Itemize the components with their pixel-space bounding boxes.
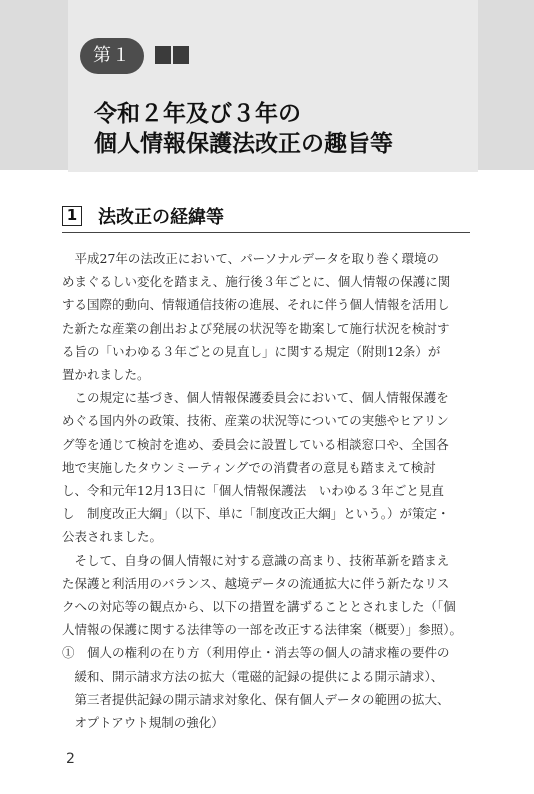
paragraph-line: クへの対応等の観点から、以下の措置を講ずることとされました（「個 [62, 599, 456, 614]
paragraph-line: 緩和、開示請求方法の拡大（電磁的記録の提供による開示請求）、 [62, 668, 444, 684]
page-number: 2 [66, 751, 75, 767]
paragraph-line: た新たな産業の創出および発展の状況等を勘案して施行状況を検討す [62, 320, 450, 336]
paragraph-line: し 制度改正大綱」（以下、単に「制度改正大綱」という。）が策定・ [62, 506, 450, 522]
chapter-title-line-2: 個人情報保護法改正の趣旨等 [94, 131, 393, 157]
paragraph-line: 人情報の保護に関する法律等の一部を改正する法律案（概要）」参照）。 [62, 622, 463, 638]
paragraph-line: 平成27年の法改正において、パーソナルデータを取り巻く環境の [62, 251, 440, 266]
ornament-block-icon [155, 46, 171, 64]
section-divider [62, 232, 470, 233]
paragraph-line: し、令和元年12月13日に「個人情報保護法 いわゆる３年ごと見直 [62, 483, 444, 498]
paragraph-line: する国際的動向、情報通信技術の進展、それに伴う個人情報を活用し [62, 297, 450, 313]
section-number-box: 1 [62, 206, 82, 226]
paragraph-line: めまぐるしい変化を踏まえ、施行後３年ごとに、個人情報の保護に関 [62, 274, 451, 290]
paragraph-line: 第三者提供記録の開示請求対象化、保有個人データの範囲の拡大、 [62, 691, 450, 707]
paragraph-line: ① 個人の権利の在り方（利用停止・消去等の個人の請求権の要件の [62, 645, 450, 661]
paragraph-line: グ等を通じて検討を進め、委員会に設置している相談窓口や、全国各 [62, 436, 449, 452]
paragraph-line: そして、自身の個人情報に対する意識の高まり、技術革新を踏まえ [62, 552, 450, 568]
paragraph-line: めぐる国内外の政策、技術、産業の状況等についての実態やヒアリン [62, 413, 449, 429]
section-heading [62, 201, 224, 231]
paragraph-line: 公表されました。 [62, 529, 163, 545]
chapter-title-line-1: 令和２年及び３年の [94, 101, 301, 127]
section-title: 法改正の経緯等 [98, 207, 224, 228]
paragraph-line: る旨の「いわゆる３年ごとの見直し」に関する規定（附則12条）が [62, 343, 441, 359]
paragraph-line: た保護と利活用のバランス、越境データの流通拡大に伴う新たなリス [62, 575, 450, 591]
chapter-badge: 第１ [80, 38, 144, 74]
paragraph-line: 地で実施したタウンミーティングでの消費者の意見も踏まえて検討 [62, 459, 436, 475]
paragraph-line: この規定に基づき、個人情報保護委員会において、個人情報保護を [62, 390, 449, 406]
paragraph-line: オプトアウト規制の強化） [62, 715, 224, 730]
paragraph-line: 置かれました。 [62, 367, 150, 382]
ornament-block-icon [173, 46, 189, 64]
